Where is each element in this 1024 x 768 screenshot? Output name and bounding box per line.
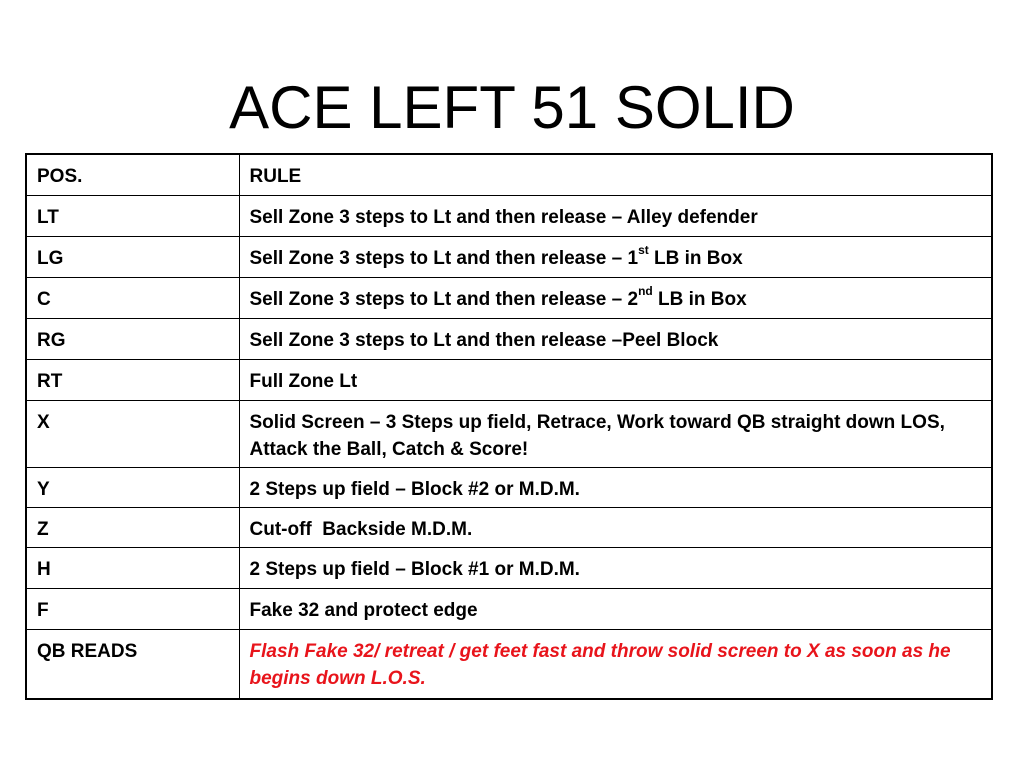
table-row-rt (26, 359, 992, 400)
pos-cell: F (26, 588, 239, 629)
pos-cell: LG (26, 236, 239, 277)
qb-read-rule-cell: Flash Fake 32/ retreat / get feet fast and throw solid screen to X as soon as he begins down L.O.S. (239, 629, 992, 699)
rule-cell: Full Zone Lt (239, 359, 992, 400)
ordinal-suffix: nd (638, 284, 653, 299)
pos-cell: Z (26, 507, 239, 547)
table-row-lg (26, 236, 992, 277)
rule-text: Sell Zone 3 steps to Lt and then release – 1 (249, 247, 639, 269)
rule-cell: Sell Zone 3 steps to Lt and then release – Alley defender (239, 195, 992, 236)
table-row-qb-reads (26, 629, 992, 699)
table-row-y (26, 467, 992, 507)
pos-cell: RG (26, 318, 239, 359)
rule-cell: Fake 32 and protect edge (239, 588, 992, 629)
header-pos-cell: POS. (26, 154, 239, 195)
table-row-f (26, 588, 992, 629)
pos-cell: QB READS (26, 629, 239, 699)
rule-cell: Sell Zone 3 steps to Lt and then release –Peel Block (239, 318, 992, 359)
table-row-h (26, 547, 992, 588)
ordinal-suffix: st (638, 243, 649, 258)
pos-cell: H (26, 547, 239, 588)
rule-cell: Solid Screen – 3 Steps up field, Retrace, Work toward QB straight down LOS, Attack the Ball, Catch & Score! (239, 400, 992, 467)
table-row-rg (26, 318, 992, 359)
table-row-lt (26, 195, 992, 236)
rule-cell: 2 Steps up field – Block #2 or M.D.M. (239, 467, 992, 507)
header-rule-cell: RULE (239, 154, 992, 195)
table-row-x (26, 400, 992, 467)
pos-cell: LT (26, 195, 239, 236)
rule-text: LB in Box (652, 288, 747, 310)
rule-cell: 2 Steps up field – Block #1 or M.D.M. (239, 547, 992, 588)
table-row-c (26, 277, 992, 318)
rule-text: Sell Zone 3 steps to Lt and then release – 2 (249, 288, 639, 310)
rule-text: LB in Box (648, 247, 743, 269)
pos-cell: C (26, 277, 239, 318)
table-row-z (26, 507, 992, 547)
pos-cell: Y (26, 467, 239, 507)
slide-title: ACE LEFT 51 SOLID (229, 74, 795, 141)
table-header-row (26, 154, 992, 195)
rule-cell (239, 277, 992, 318)
rule-cell (239, 236, 992, 277)
rule-cell: Cut-off Backside M.D.M. (239, 507, 992, 547)
pos-cell: X (26, 400, 239, 467)
play-rules-table (25, 153, 993, 700)
pos-cell: RT (26, 359, 239, 400)
